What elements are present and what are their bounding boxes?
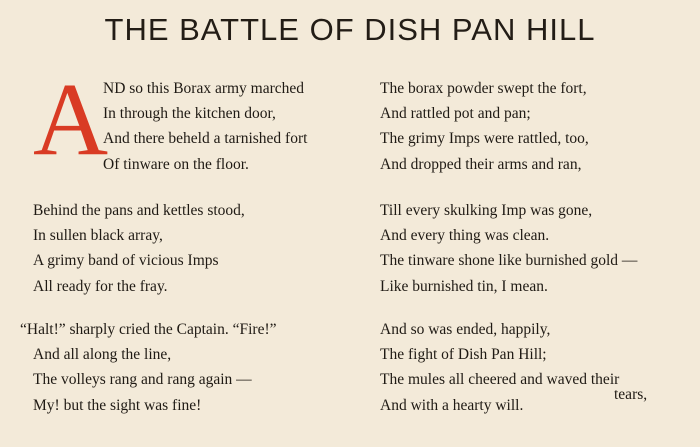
poem-line: And there beheld a tarnished fort: [103, 130, 308, 147]
poem-line: And dropped their arms and ran,: [380, 156, 582, 173]
poem-line: A grimy band of vicious Imps: [33, 252, 219, 269]
poem-line: The volleys rang and rang again —: [33, 371, 252, 388]
poem-line: And all along the line,: [33, 346, 172, 363]
poem-line: The tinware shone like burnished gold —: [380, 252, 638, 269]
poem-line: The mules all cheered and waved their: [380, 371, 620, 388]
drop-cap: A: [33, 62, 109, 177]
poem-line: And rattled pot and pan;: [380, 105, 531, 122]
poem-line: “Halt!” sharply cried the Captain. “Fire!”: [20, 321, 277, 338]
poem-line: Till every skulking Imp was gone,: [380, 202, 593, 219]
poem-line: And so was ended, happily,: [380, 321, 551, 338]
poem-line: And every thing was clean.: [380, 227, 550, 244]
poem-line: All ready for the fray.: [33, 278, 168, 295]
overflow-word: tears,: [614, 386, 648, 403]
poem-line: Like burnished tin, I mean.: [380, 278, 548, 295]
poem-line: ND so this Borax army marched: [103, 80, 305, 97]
poem-line: The fight of Dish Pan Hill;: [380, 346, 547, 363]
poem-line: Behind the pans and kettles stood,: [33, 202, 245, 219]
poem-line: Of tinware on the floor.: [103, 156, 249, 173]
poem-line: The borax powder swept the fort,: [380, 80, 587, 97]
poem-line: The grimy Imps were rattled, too,: [380, 130, 589, 147]
poem-line: In sullen black array,: [33, 227, 163, 244]
poem-line: My! but the sight was fine!: [33, 397, 202, 414]
poem-line: And with a hearty will.: [380, 397, 524, 414]
poem-line: In through the kitchen door,: [103, 105, 276, 122]
page-title: THE BATTLE OF DISH PAN HILL: [104, 12, 596, 47]
